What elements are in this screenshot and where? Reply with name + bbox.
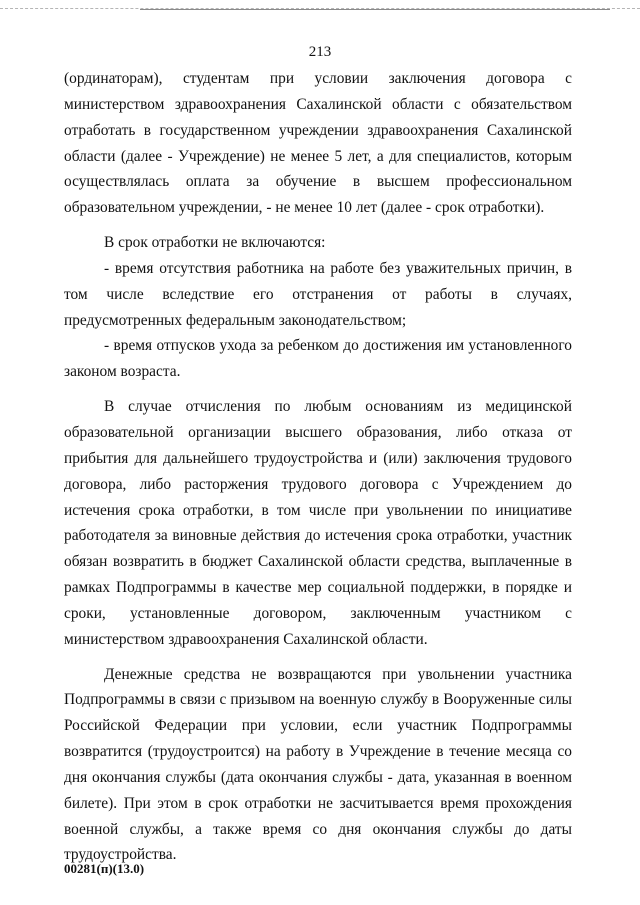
scan-top-rule — [140, 9, 610, 10]
page-number: 213 — [308, 44, 332, 60]
list-item-childcare-leave: - время отпусков ухода за ребенком до достижения им установленного законом возраста. — [64, 337, 572, 381]
document-body — [64, 66, 572, 868]
paragraph-military-service: Денежные средства не возвращаются при увольнении участника Подпрограммы в связи с призывом на военную службу в Вооруженные силы Российской Федерации при условии, если участник Подпрограммы возвратится (трудоустроится) на работу в Учреждение в течение месяца со дня окончания службы (дата окончания службы - дата, указанная в военном билете). При этом в срок отработки не засчитывается время прохождения военной службы, а также время со дня окончания службы до даты трудоустройства. — [64, 665, 572, 864]
list-item-absence: - время отсутствия работника на работе без уважительных причин, в том числе вследствие его отстранения от работы в случаях, предусмотренных федеральным законодательством; — [64, 259, 572, 329]
paragraph-exclusions-intro: В срок отработки не включаются: — [104, 234, 326, 252]
paragraph-continuation: (ординаторам), студентам при условии заключения договора с министерством здравоохранения Сахалинской области с обязательством отработать в государственном учреждении здравоохранения Сахалинской области (далее - Учреждение) не менее 5 лет, а для специалистов, которым осуществлялась оплата за обучение в высшем профессиональном образовательном учреждении, - не менее 10 лет (далее - срок отработки). — [64, 70, 572, 217]
document-code: 00281(п)(13.0) — [64, 861, 145, 876]
paragraph-refund-obligation: В случае отчисления по любым основаниям из медицинской образовательной организации высшего образования, либо отказа от прибытия для дальнейшего трудоустройства и (или) заключения трудового договора, либо расторжения трудового договора с Учреждением до истечения срока отработки, в том числе при увольнении по инициативе работодателя за виновные действия до истечения срока отработки, участник обязан возвратить в бюджет Сахалинской области средства, выплаченные в рамках Подпрограммы в качестве мер социальной поддержки, в порядке и сроки, установленные договором, заключенным участником с министерством здравоохранения Сахалинской области. — [64, 398, 572, 648]
